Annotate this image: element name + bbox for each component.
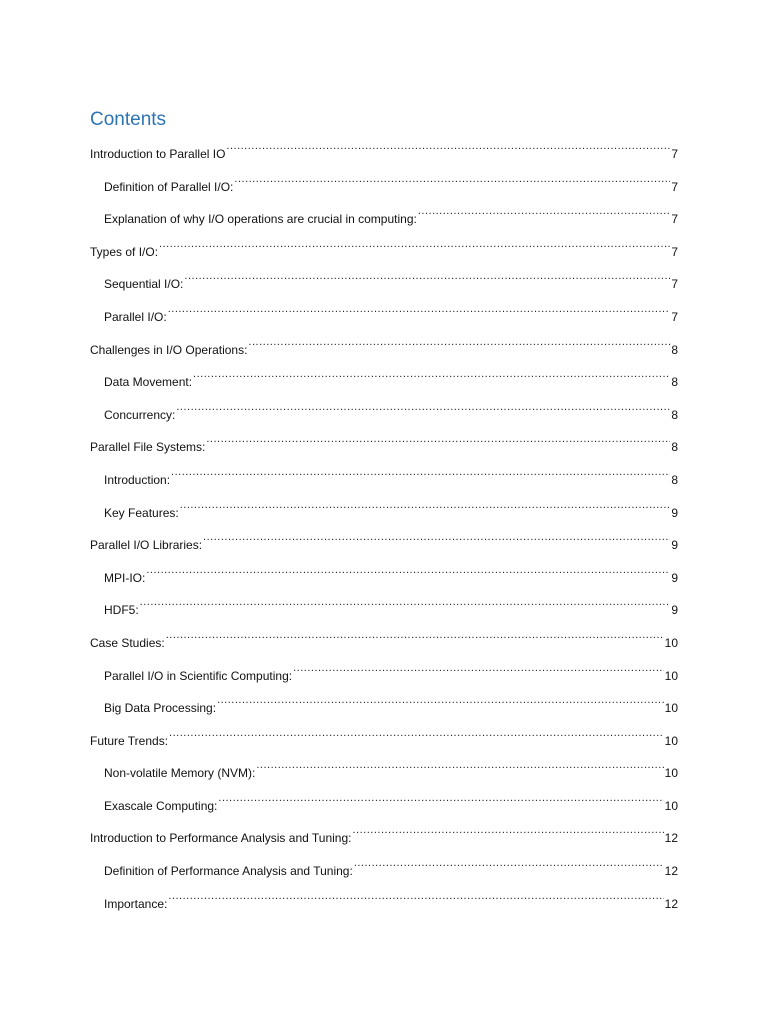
toc-entry-page-number: 9 (671, 538, 678, 553)
toc-entry-page-number: 10 (664, 766, 678, 781)
toc-entry[interactable] (90, 818, 678, 851)
toc-dot-leader (248, 330, 670, 354)
toc-entry-page-number: 10 (664, 701, 678, 716)
toc-entry-title: Data Movement: (104, 375, 193, 390)
toc-dot-leader (168, 297, 671, 321)
toc-entry[interactable] (90, 297, 678, 330)
toc-dot-leader (171, 460, 670, 484)
toc-entry-page-number: 9 (671, 570, 678, 585)
toc-dot-leader (418, 199, 670, 223)
toc-dot-leader (226, 134, 670, 158)
toc-entry-page-number: 8 (671, 375, 678, 390)
toc-entry-title: Big Data Processing: (104, 701, 217, 716)
toc-entry-title: Exascale Computing: (104, 798, 218, 813)
toc-entry[interactable] (90, 525, 678, 558)
toc-entry-page-number: 7 (671, 277, 678, 292)
toc-entry-page-number: 7 (671, 244, 678, 259)
toc-entry[interactable] (90, 232, 678, 265)
toc-dot-leader (234, 167, 670, 191)
toc-entry-title: Introduction to Performance Analysis and Tuning: (90, 831, 352, 846)
toc-entry-title: Parallel File Systems: (90, 440, 206, 455)
toc-entry-title: Explanation of why I/O operations are crucial in computing: (104, 212, 417, 227)
toc-entry[interactable] (90, 330, 678, 363)
toc-entry-title: Parallel I/O: (104, 309, 167, 324)
toc-entry[interactable] (90, 427, 678, 460)
toc-entry[interactable] (90, 395, 678, 428)
toc-entry-page-number: 9 (671, 603, 678, 618)
toc-dot-leader (203, 525, 670, 549)
toc-entry-page-number: 10 (664, 798, 678, 813)
toc-entry-title: Non-volatile Memory (NVM): (104, 766, 256, 781)
toc-dot-leader (353, 818, 664, 842)
toc-entry-page-number: 7 (671, 179, 678, 194)
toc-entry-page-number: 7 (671, 147, 678, 161)
toc-entry-page-number: 12 (664, 896, 678, 911)
toc-dot-leader (218, 786, 663, 810)
toc-entry[interactable] (90, 167, 678, 200)
toc-entry-title: HDF5: (104, 603, 139, 618)
toc-dot-leader (159, 232, 670, 256)
toc-entry[interactable] (90, 656, 678, 689)
toc-entry-page-number: 12 (664, 831, 678, 846)
toc-dot-leader (193, 362, 670, 386)
toc-list (90, 134, 678, 916)
toc-entry[interactable] (90, 721, 678, 754)
toc-entry[interactable] (90, 590, 678, 623)
toc-entry-title: Definition of Parallel I/O: (104, 179, 234, 194)
toc-dot-leader (180, 493, 671, 517)
toc-entry-title: Challenges in I/O Operations: (90, 342, 248, 357)
toc-heading: Contents (90, 109, 167, 130)
toc-entry[interactable] (90, 851, 678, 884)
toc-entry-title: Key Features: (104, 505, 179, 520)
toc-dot-leader (256, 753, 663, 777)
toc-entry[interactable] (90, 786, 678, 819)
toc-entry-page-number: 10 (664, 668, 678, 683)
toc-entry[interactable] (90, 884, 678, 917)
toc-entry[interactable] (90, 623, 678, 656)
toc-entry[interactable] (90, 264, 678, 297)
toc-dot-leader (217, 688, 664, 712)
toc-entry-title: Introduction to Parallel IO (90, 147, 226, 161)
toc-dot-leader (168, 884, 663, 908)
toc-entry-page-number: 8 (671, 440, 678, 455)
toc-entry[interactable] (90, 688, 678, 721)
toc-entry-title: Sequential I/O: (104, 277, 184, 292)
toc-entry-title: Parallel I/O in Scientific Computing: (104, 668, 293, 683)
toc-dot-leader (354, 851, 664, 875)
toc-dot-leader (184, 264, 670, 288)
toc-entry-title: Future Trends: (90, 733, 169, 748)
toc-entry[interactable] (90, 558, 678, 591)
toc-entry-page-number: 8 (671, 342, 678, 357)
toc-entry-page-number: 7 (671, 309, 678, 324)
toc-entry-page-number: 8 (671, 472, 678, 487)
toc-entry-title: Types of I/O: (90, 244, 159, 259)
toc-entry-page-number: 10 (664, 635, 678, 650)
toc-entry-title: Introduction: (104, 472, 171, 487)
toc-entry-page-number: 10 (664, 733, 678, 748)
toc-entry[interactable] (90, 493, 678, 526)
toc-entry-title: Parallel I/O Libraries: (90, 538, 203, 553)
toc-entry-title: Concurrency: (104, 407, 176, 422)
toc-entry[interactable] (90, 199, 678, 232)
toc-entry-title: Importance: (104, 896, 168, 911)
toc-dot-leader (293, 656, 664, 680)
toc-entry[interactable] (90, 134, 678, 167)
toc-entry-page-number: 7 (671, 212, 678, 227)
toc-dot-leader (206, 427, 670, 451)
toc-entry[interactable] (90, 460, 678, 493)
toc-entry-title: Case Studies: (90, 635, 165, 650)
toc-dot-leader (140, 590, 671, 614)
toc-dot-leader (146, 558, 670, 582)
toc-entry-page-number: 12 (664, 864, 678, 879)
toc-entry-title: MPI-IO: (104, 570, 146, 585)
toc-entry-page-number: 9 (671, 505, 678, 520)
toc-entry[interactable] (90, 362, 678, 395)
toc-entry[interactable] (90, 753, 678, 786)
toc-entry-title: Definition of Performance Analysis and Tuning: (104, 864, 353, 879)
toc-dot-leader (166, 623, 664, 647)
toc-dot-leader (169, 721, 664, 745)
toc-dot-leader (176, 395, 670, 419)
toc-entry-page-number: 8 (671, 407, 678, 422)
